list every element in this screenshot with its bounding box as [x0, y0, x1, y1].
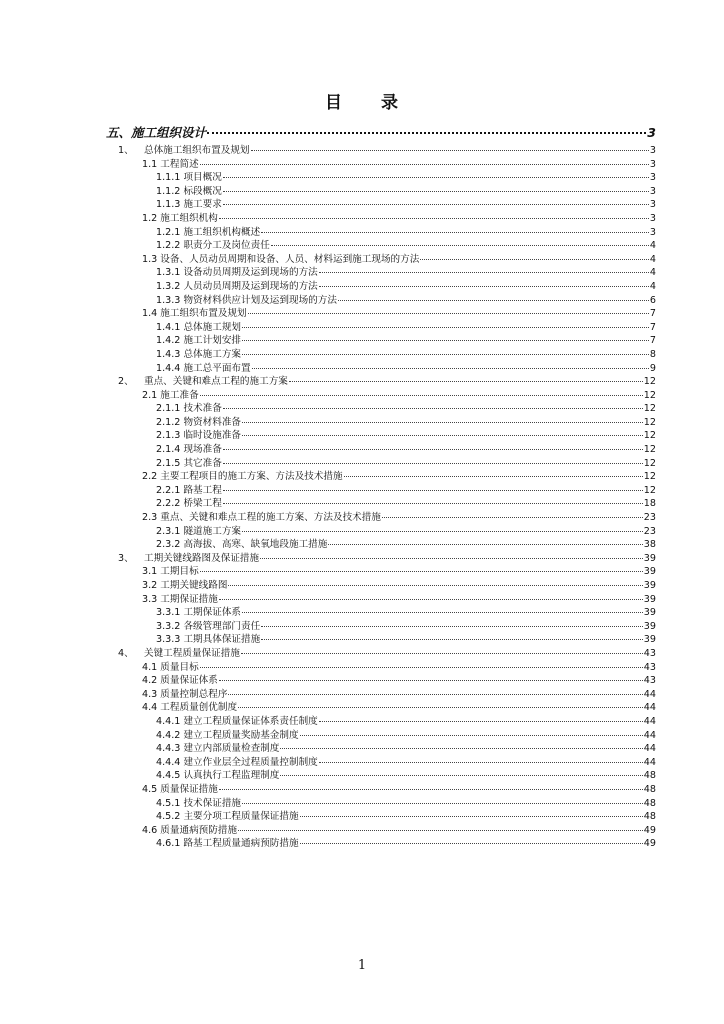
toc-dot-leader: [319, 286, 649, 287]
toc-dot-leader: [242, 531, 643, 532]
toc-entry-page: 23: [643, 525, 656, 537]
toc-dot-leader: [261, 232, 649, 233]
toc-entry[interactable]: [106, 429, 656, 443]
toc-entry[interactable]: [106, 185, 656, 199]
toc-entry-page: 3: [649, 199, 656, 211]
toc-entry-page: 43: [643, 647, 656, 659]
toc-entry[interactable]: [106, 158, 656, 172]
toc-entry[interactable]: [106, 511, 656, 525]
toc-entry[interactable]: [106, 307, 656, 321]
toc-entry-page: 44: [643, 715, 656, 727]
toc-entry-label: 2.2 主要工程项目的施工方案、方法及技术措施: [142, 471, 343, 483]
toc-entry[interactable]: [106, 280, 656, 294]
toc-entry[interactable]: [106, 124, 656, 142]
toc-entry-label: 3.2 工期关键线路图: [142, 580, 228, 591]
toc-dot-leader: [420, 259, 649, 260]
toc-dot-leader: [223, 503, 643, 504]
toc-dot-leader: [328, 544, 642, 545]
toc-entry[interactable]: [106, 239, 656, 253]
toc-entry[interactable]: [106, 593, 656, 607]
toc-entry-label: 4.3 质量控制总程序: [142, 688, 228, 700]
toc-entry[interactable]: [106, 797, 656, 811]
toc-entry-page: 39: [643, 634, 656, 646]
toc-entry-label: 4.5.1 技术保证措施: [156, 797, 242, 809]
toc-entry-label: 2.3.2 高海拔、高寒、缺氧地段施工措施: [156, 539, 328, 551]
toc-entry-page: 4: [649, 253, 656, 265]
toc-entry-label: 1.1 工程简述: [142, 158, 199, 170]
toc-entry-label: 4.4.4 建立作业层全过程质量控制制度: [156, 756, 318, 768]
toc-entry[interactable]: [106, 171, 656, 185]
toc-entry-label: 1.4 施工组织布置及规划: [142, 308, 247, 320]
toc-entry[interactable]: [106, 552, 656, 566]
toc-entry-page: 43: [643, 661, 656, 673]
toc-entry-label: 1.1.1 项目概况: [156, 172, 222, 184]
toc-dot-leader: [200, 667, 643, 668]
toc-dot-leader: [223, 177, 649, 178]
toc-entry-page: 12: [643, 430, 656, 442]
toc-entry-text: 重点、关键和难点工程的施工方案: [144, 376, 288, 388]
toc-entry-page: 49: [643, 824, 656, 836]
toc-entry-page: 6: [649, 294, 656, 306]
toc-dot-leader: [200, 164, 649, 165]
toc-dot-leader: [261, 626, 643, 627]
table-of-contents: [106, 124, 656, 851]
toc-entry[interactable]: [106, 402, 656, 416]
toc-entry-label: 1.4.1 总体施工规划: [156, 321, 242, 333]
toc-entry-page: 39: [643, 607, 656, 619]
toc-dot-leader: [223, 449, 643, 450]
toc-entry-label: 1.4.3 总体施工方案: [156, 348, 242, 360]
toc-entry[interactable]: [106, 688, 656, 702]
toc-dot-leader: [219, 218, 649, 219]
toc-entry-label: [118, 552, 259, 566]
toc-entry-number: 2、: [118, 376, 134, 388]
toc-dot-leader: [223, 490, 643, 491]
toc-entry-page: 12: [643, 389, 656, 401]
toc-entry[interactable]: [106, 674, 656, 688]
toc-dot-leader: [248, 313, 649, 314]
toc-entry-label: 1.4.2 施工计划安排: [156, 335, 242, 347]
toc-dot-leader: [219, 789, 643, 790]
toc-entry-label: 2.2.2 桥梁工程: [156, 498, 222, 510]
toc-entry[interactable]: [106, 497, 656, 511]
toc-entry-label: 4.1 质量目标: [142, 661, 199, 673]
toc-dot-leader: [207, 132, 646, 134]
toc-entry[interactable]: [106, 606, 656, 620]
toc-heading: [0, 88, 724, 113]
toc-entry-label: 1.1.2 标段概况: [156, 185, 222, 197]
toc-entry-label: 1.2 施工组织机构: [142, 212, 218, 224]
toc-entry-label: 2.1 施工准备: [142, 389, 199, 401]
toc-dot-leader: [219, 599, 643, 600]
toc-dot-leader: [260, 558, 643, 559]
toc-entry[interactable]: [106, 294, 656, 308]
toc-entry-label: 3.1 工期目标: [142, 566, 199, 578]
toc-dot-leader: [242, 422, 643, 423]
toc-dot-leader: [338, 300, 649, 301]
toc-entry-page: 7: [649, 308, 656, 320]
toc-entry-label: 4.2 质量保证体系: [142, 675, 218, 687]
toc-entry-page: 12: [643, 403, 656, 415]
toc-entry[interactable]: [106, 226, 656, 240]
toc-entry[interactable]: [106, 266, 656, 280]
toc-entry-page: 4: [649, 280, 656, 292]
toc-entry[interactable]: [106, 729, 656, 743]
toc-entry-label: 4.5 质量保证措施: [142, 783, 218, 795]
toc-entry-label: [118, 144, 250, 158]
toc-entry-page: 3: [649, 158, 656, 170]
toc-entry[interactable]: [106, 525, 656, 539]
toc-entry-page: 39: [643, 593, 656, 605]
toc-entry[interactable]: [106, 715, 656, 729]
toc-dot-leader: [382, 517, 643, 518]
toc-entry-page: 12: [643, 457, 656, 469]
toc-entry-label: 2.1.2 物资材料准备: [156, 416, 242, 428]
toc-dot-leader: [289, 381, 643, 382]
page-number: 1: [357, 958, 367, 973]
toc-dot-leader: [300, 843, 643, 844]
toc-dot-leader: [228, 694, 642, 695]
toc-entry-page: 3: [649, 226, 656, 238]
toc-dot-leader: [242, 327, 649, 328]
toc-entry[interactable]: [106, 837, 656, 851]
toc-dot-leader: [319, 721, 643, 722]
toc-entry-page: 4: [649, 240, 656, 252]
toc-entry-number: 1、: [118, 145, 134, 156]
toc-entry[interactable]: [106, 253, 656, 267]
toc-dot-leader: [200, 571, 643, 572]
toc-dot-leader: [242, 803, 643, 804]
toc-entry[interactable]: [106, 443, 656, 457]
toc-entry-page: 43: [643, 675, 656, 687]
toc-dot-leader: [223, 204, 649, 205]
toc-entry-label: 3.3.1 工期保证体系: [156, 607, 242, 619]
toc-entry-label: 4.6.1 路基工程质量通病预防措施: [156, 838, 299, 850]
toc-entry[interactable]: [106, 633, 656, 647]
toc-entry-label: 4.4.2 建立工程质量奖励基金制度: [156, 729, 299, 741]
toc-entry-label: 2.1.4 现场准备: [156, 444, 222, 456]
toc-entry-label: 3.3.2 各级管理部门责任: [156, 620, 261, 632]
toc-entry-page: 44: [643, 702, 656, 714]
toc-entry-page: 4: [649, 267, 656, 279]
toc-dot-leader: [223, 408, 643, 409]
toc-entry-label: 2.2.1 路基工程: [156, 484, 222, 496]
toc-entry[interactable]: [106, 348, 656, 362]
toc-entry[interactable]: [106, 824, 656, 838]
toc-entry-label: 4.5.2 主要分项工程质量保证措施: [156, 811, 299, 823]
toc-dot-leader: [219, 680, 643, 681]
toc-dot-leader: [261, 639, 643, 640]
toc-entry-page: 44: [643, 729, 656, 741]
toc-entry[interactable]: [106, 375, 656, 389]
toc-entry[interactable]: [106, 144, 656, 158]
toc-entry[interactable]: [106, 457, 656, 471]
toc-entry-label: [118, 647, 240, 661]
toc-dot-leader: [223, 191, 649, 192]
toc-entry-label: 3.3.3 工期具体保证措施: [156, 634, 261, 646]
toc-dot-leader: [271, 245, 649, 246]
toc-entry-label: 2.3.1 隧道施工方案: [156, 525, 242, 537]
toc-entry-label: 1.2.1 施工组织机构概述: [156, 226, 261, 238]
toc-entry-text: 关键工程质量保证措施: [144, 647, 240, 659]
toc-entry-label: 4.4.3 建立内部质量检查制度: [156, 743, 280, 755]
toc-entry-text: 总体施工组织布置及规划: [144, 145, 250, 156]
toc-heading-part-2: 录: [381, 93, 399, 113]
toc-entry-label: 2.1.3 临时设施准备: [156, 430, 242, 442]
toc-entry-page: 7: [649, 335, 656, 347]
toc-entry[interactable]: [106, 198, 656, 212]
toc-dot-leader: [319, 762, 643, 763]
toc-entry[interactable]: [106, 701, 656, 715]
toc-entry-page: 48: [643, 797, 656, 809]
toc-entry[interactable]: [106, 470, 656, 484]
toc-entry-label: 1.4.4 施工总平面布置: [156, 362, 251, 374]
toc-entry-page: 12: [643, 416, 656, 428]
toc-entry-page: 48: [643, 811, 656, 823]
toc-heading-part-1: 目: [325, 93, 343, 113]
toc-entry-page: 38: [643, 539, 656, 551]
toc-dot-leader: [300, 735, 643, 736]
toc-entry-number: 3、: [118, 552, 134, 564]
toc-entry-page: 39: [643, 552, 656, 564]
toc-entry-label: 4.4.5 认真执行工程监理制度: [156, 770, 280, 782]
toc-entry-page: 49: [643, 838, 656, 850]
toc-entry-page: 48: [643, 783, 656, 795]
toc-entry-page: 39: [643, 566, 656, 578]
toc-entry-label: 1.3.1 设备动员周期及运到现场的方法: [156, 267, 318, 279]
toc-entry[interactable]: [106, 334, 656, 348]
toc-entry[interactable]: [106, 810, 656, 824]
toc-entry[interactable]: [106, 756, 656, 770]
toc-entry[interactable]: [106, 742, 656, 756]
toc-entry-label: 2.1.1 技术准备: [156, 403, 222, 415]
toc-entry-page: 3: [647, 125, 656, 140]
toc-entry-page: 8: [649, 348, 656, 360]
toc-entry[interactable]: [106, 647, 656, 661]
toc-entry-page: 9: [649, 362, 656, 374]
toc-entry-label: 4.4.1 建立工程质量保证体系责任制度: [156, 715, 318, 727]
toc-dot-leader: [251, 150, 649, 151]
toc-entry-page: 48: [643, 770, 656, 782]
toc-entry-page: 3: [649, 145, 656, 156]
toc-entry-page: 39: [643, 580, 656, 591]
toc-entry[interactable]: [106, 579, 656, 593]
toc-entry-page: 12: [643, 444, 656, 456]
toc-entry[interactable]: [106, 321, 656, 335]
toc-entry-page: 44: [643, 743, 656, 755]
toc-entry[interactable]: [106, 769, 656, 783]
toc-entry[interactable]: [106, 484, 656, 498]
toc-dot-leader: [242, 435, 643, 436]
toc-entry-page: 12: [643, 484, 656, 496]
toc-entry-page: 44: [643, 756, 656, 768]
toc-dot-leader: [300, 816, 643, 817]
toc-entry[interactable]: [106, 416, 656, 430]
toc-entry-page: 39: [643, 620, 656, 632]
toc-entry-label: [118, 375, 288, 389]
toc-dot-leader: [280, 748, 642, 749]
toc-entry-label: 4.6 质量通病预防措施: [142, 824, 238, 836]
toc-entry-text: 工期关键线路图及保证措施: [144, 552, 260, 564]
toc-entry-number: 4、: [118, 647, 134, 659]
toc-entry-label: 1.2.2 职责分工及岗位责任: [156, 240, 270, 252]
toc-entry-label: 1.3.3 物资材料供应计划及运到现场的方法: [156, 294, 337, 306]
toc-entry[interactable]: [106, 783, 656, 797]
toc-dot-leader: [242, 612, 643, 613]
toc-dot-leader: [280, 775, 642, 776]
toc-entry[interactable]: [106, 362, 656, 376]
toc-entry[interactable]: [106, 212, 656, 226]
toc-entry-page: 7: [649, 321, 656, 333]
toc-entry-label: 1.1.3 施工要求: [156, 199, 222, 211]
toc-dot-leader: [238, 707, 643, 708]
toc-dot-leader: [252, 368, 649, 369]
toc-entry[interactable]: [106, 565, 656, 579]
toc-dot-leader: [344, 476, 643, 477]
toc-entry-page: 18: [643, 498, 656, 510]
toc-dot-leader: [242, 340, 649, 341]
toc-entry-page: 3: [649, 172, 656, 184]
toc-entry-label: 五、施工组织设计: [106, 125, 207, 140]
toc-entry-page: 12: [643, 471, 656, 483]
toc-entry[interactable]: [106, 620, 656, 634]
toc-entry-page: 3: [649, 185, 656, 197]
toc-entry-label: 3.3 工期保证措施: [142, 593, 218, 605]
toc-entry-page: 12: [643, 376, 656, 388]
toc-dot-leader: [223, 463, 643, 464]
toc-entry-label: 4.4 工程质量创优制度: [142, 702, 238, 714]
toc-entry[interactable]: [106, 389, 656, 403]
toc-entry-label: 1.3.2 人员动员周期及运到现场的方法: [156, 280, 318, 292]
toc-dot-leader: [238, 830, 643, 831]
toc-entry-label: 1.3 设备、人员动员周期和设备、人员、材料运到施工现场的方法: [142, 253, 420, 265]
toc-entry[interactable]: [106, 661, 656, 675]
toc-dot-leader: [319, 272, 649, 273]
toc-dot-leader: [242, 354, 649, 355]
toc-entry-page: 23: [643, 512, 656, 524]
toc-entry[interactable]: [106, 538, 656, 552]
toc-dot-leader: [200, 395, 643, 396]
toc-entry-label: 2.3 重点、关键和难点工程的施工方案、方法及技术措施: [142, 512, 381, 524]
toc-entry-page: 3: [649, 212, 656, 224]
toc-entry-page: 44: [643, 688, 656, 700]
toc-dot-leader: [228, 585, 642, 586]
toc-dot-leader: [241, 653, 643, 654]
toc-entry-label: 2.1.5 其它准备: [156, 457, 222, 469]
